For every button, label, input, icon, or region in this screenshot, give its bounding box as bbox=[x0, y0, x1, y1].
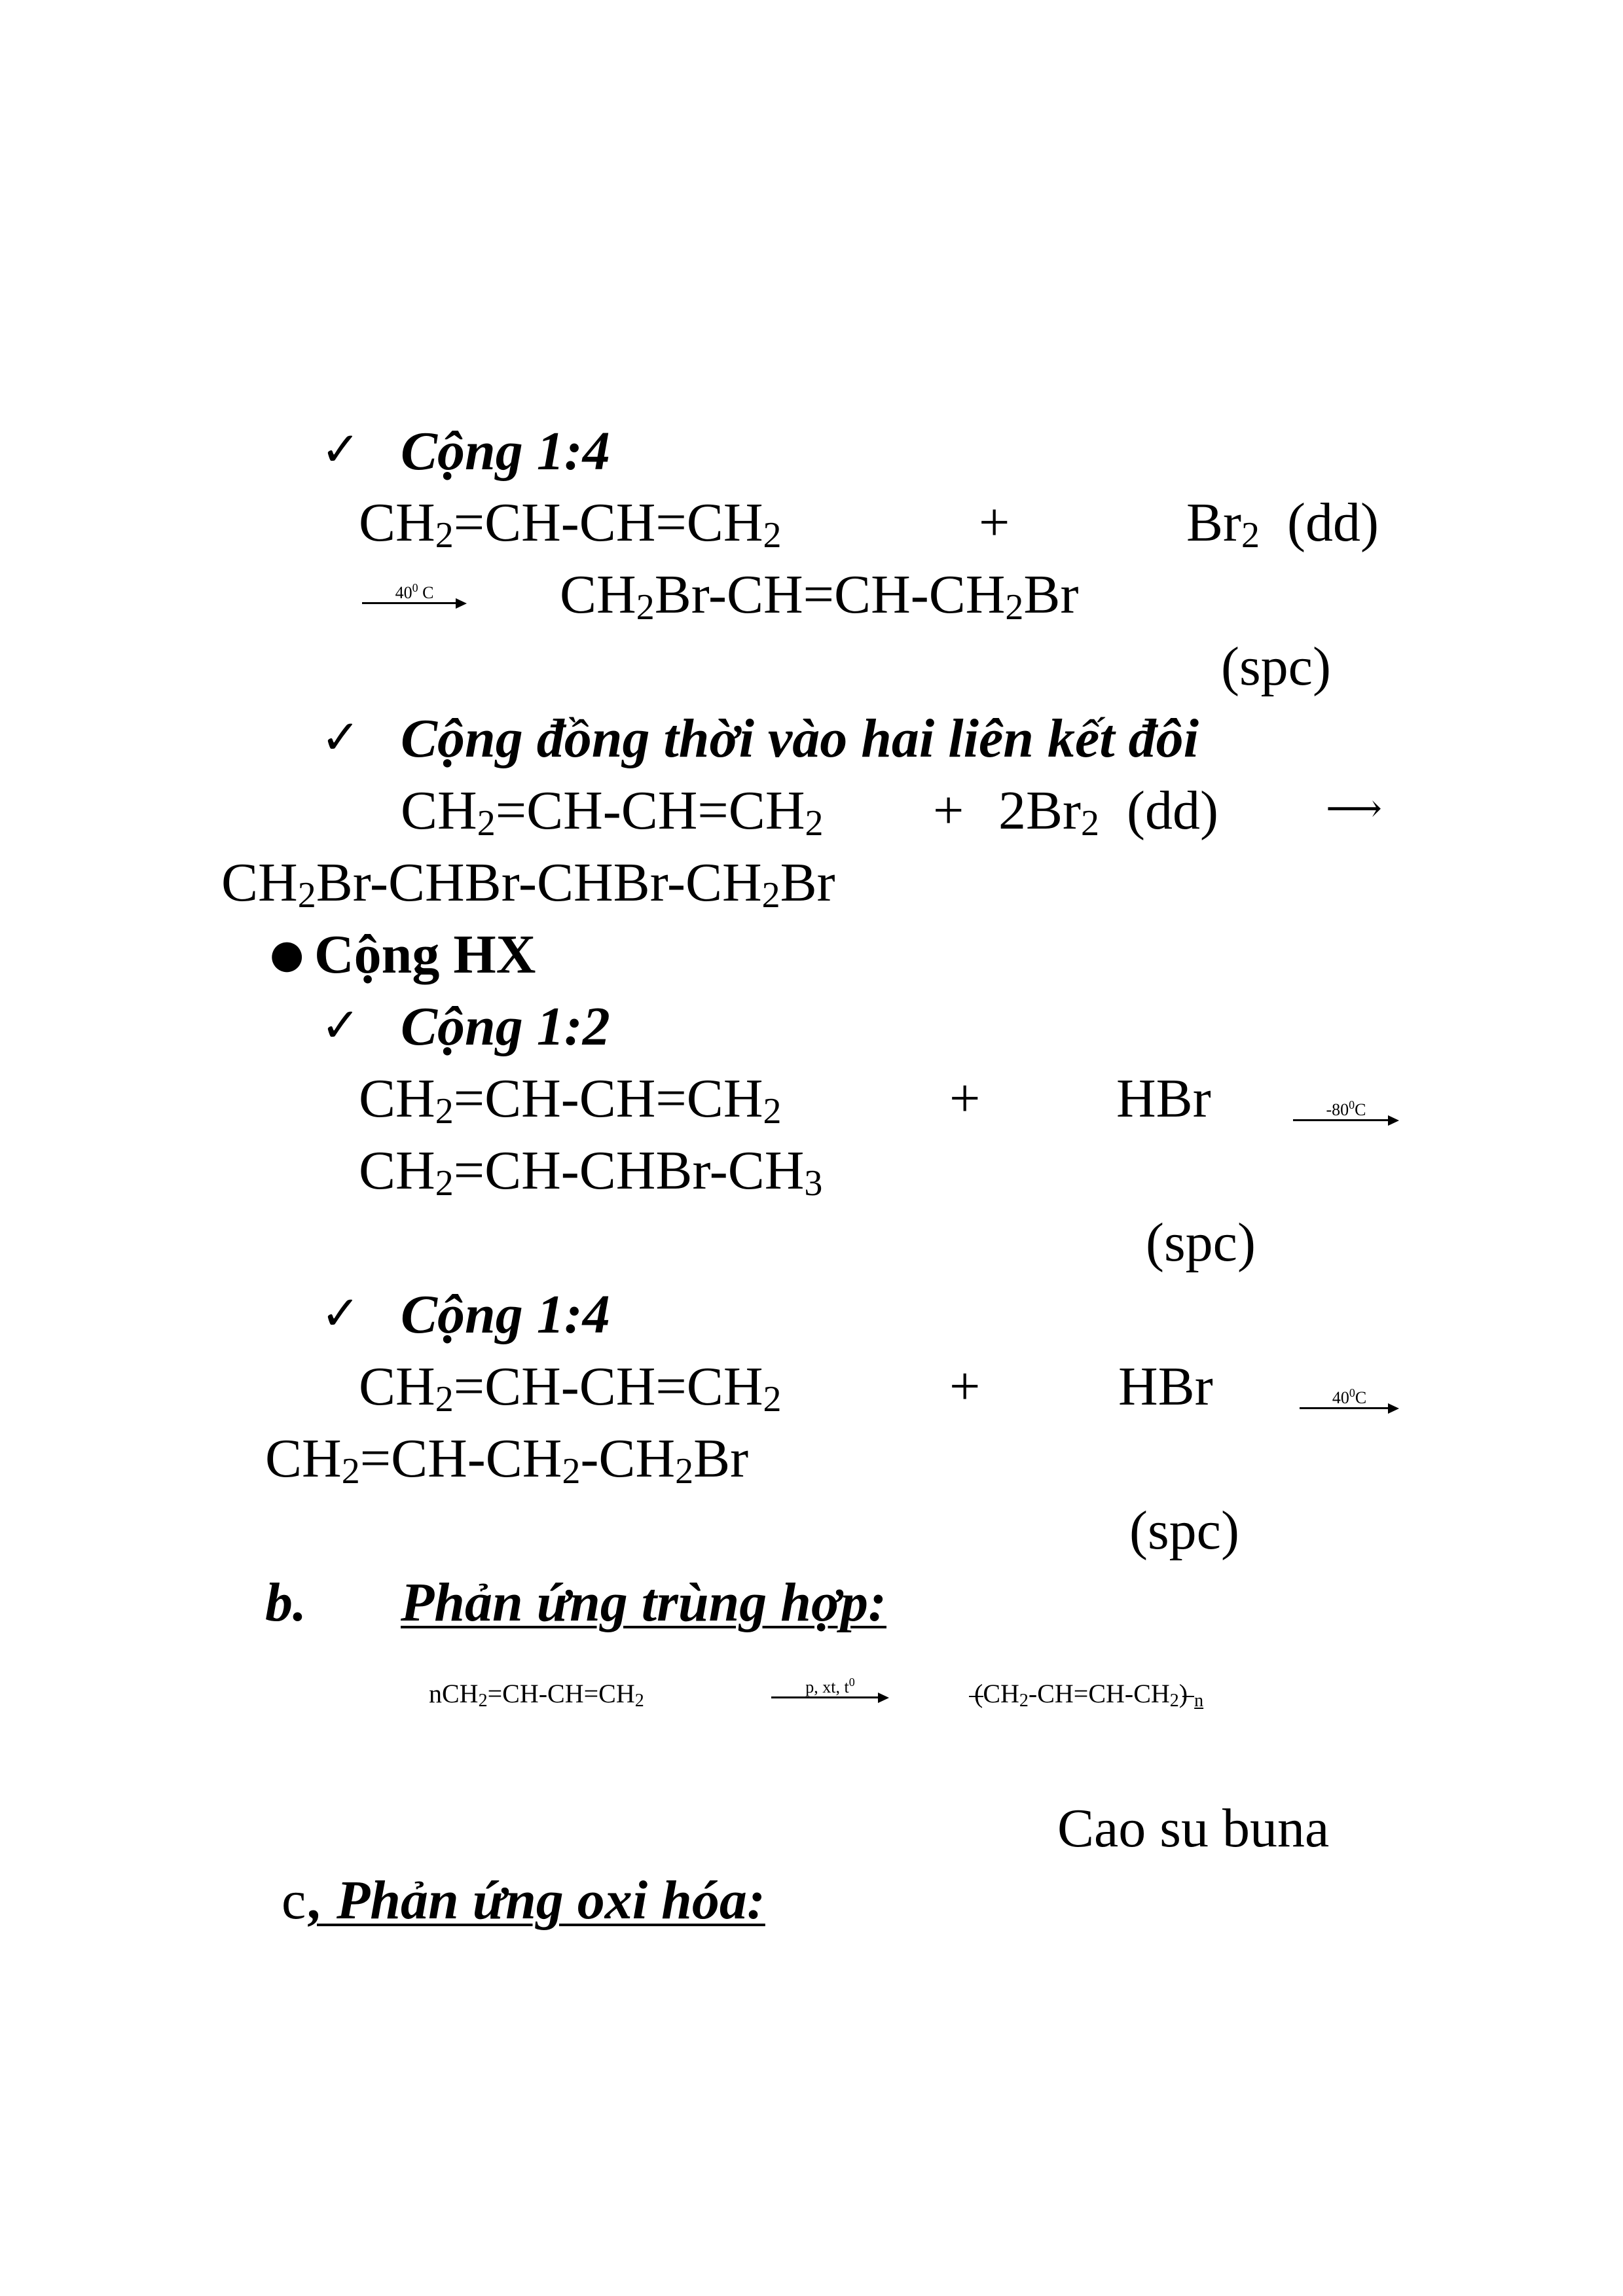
checkmark-icon: ✓ bbox=[321, 422, 361, 476]
reactant-butadiene: $CH_2=CH-CH=CH_2$ bbox=[359, 492, 782, 556]
reagent-hbr: HBr bbox=[1118, 1356, 1213, 1417]
heading-add-1-2-hbr: Cộng 1:2 bbox=[401, 996, 610, 1057]
plus-sign: + bbox=[949, 1356, 981, 1417]
reagent-2br2: $2Br_2$ (dd) bbox=[998, 780, 1218, 844]
heading-add-1-4-hbr: Cộng 1:4 bbox=[401, 1284, 610, 1345]
polymer-reactant: $nCH_2=CH-CH=CH_2$ bbox=[429, 1679, 644, 1711]
main-product-note: (spc) bbox=[1146, 1212, 1256, 1273]
checkmark-icon: ✓ bbox=[321, 1285, 361, 1340]
section-letter-c: c bbox=[282, 1870, 306, 1931]
heading-add-hx: Cộng HX bbox=[314, 924, 536, 985]
reaction-condition: $40^0$ C bbox=[395, 581, 434, 602]
heading-add-1-4-br2: Cộng 1:4 bbox=[401, 421, 610, 482]
reagent-br2: $Br_2$ (dd) bbox=[1186, 492, 1379, 556]
plus-sign: + bbox=[979, 492, 1010, 553]
plus-sign: + bbox=[933, 780, 964, 841]
checkmark-icon: ✓ bbox=[321, 997, 361, 1052]
section-letter-b: b. bbox=[265, 1572, 306, 1633]
product-tetrabromobutane: $CH_2Br-CHBr-CHBr-CH_2Br$ bbox=[221, 852, 835, 916]
heading-oxidation: , Phản ứng oxi hóa: bbox=[309, 1870, 765, 1931]
bullet-icon: ● bbox=[270, 931, 304, 977]
reaction-condition: $40^0C$ bbox=[1332, 1386, 1367, 1407]
reactant-butadiene: $CH_2=CH-CH=CH_2$ bbox=[401, 780, 824, 844]
reaction-arrow bbox=[771, 1676, 889, 1705]
reaction-condition: p, xt, $t^0$ bbox=[805, 1676, 855, 1696]
reactant-butadiene: $CH_2=CH-CH=CH_2$ bbox=[359, 1068, 782, 1132]
plus-sign: + bbox=[949, 1068, 981, 1129]
reaction-arrow bbox=[1300, 1386, 1399, 1416]
product-bromobutene: $CH_2=CH-CHBr-CH_3$ bbox=[359, 1140, 823, 1204]
heading-add-both-double-bonds: Cộng đồng thời vào hai liên kết đôi bbox=[401, 708, 1199, 769]
reactant-butadiene: $CH_2=CH-CH=CH_2$ bbox=[359, 1356, 782, 1420]
reaction-arrow bbox=[362, 581, 467, 611]
product-dibromobutene: $CH_2Br-CH=CH-CH_2Br$ bbox=[560, 564, 1079, 628]
checkmark-icon: ✓ bbox=[321, 709, 361, 764]
reaction-arrow: ⟶ bbox=[1326, 787, 1383, 830]
reaction-condition: $-80^0C$ bbox=[1326, 1098, 1366, 1119]
heading-polymerization: Phản ứng trùng hợp: bbox=[401, 1572, 887, 1633]
polymer-name: Cao su buna bbox=[1057, 1798, 1330, 1859]
polymer-product: $(CH_2-CH=CH-CH_2)$ $_n$ bbox=[969, 1681, 1203, 1707]
reaction-arrow bbox=[1293, 1098, 1399, 1128]
product-bromobutene: $CH_2=CH-CH_2-CH_2Br$ bbox=[265, 1428, 749, 1492]
main-product-note: (spc) bbox=[1129, 1500, 1239, 1561]
reagent-hbr: HBr bbox=[1116, 1068, 1211, 1129]
main-product-note: (spc) bbox=[1221, 636, 1331, 697]
